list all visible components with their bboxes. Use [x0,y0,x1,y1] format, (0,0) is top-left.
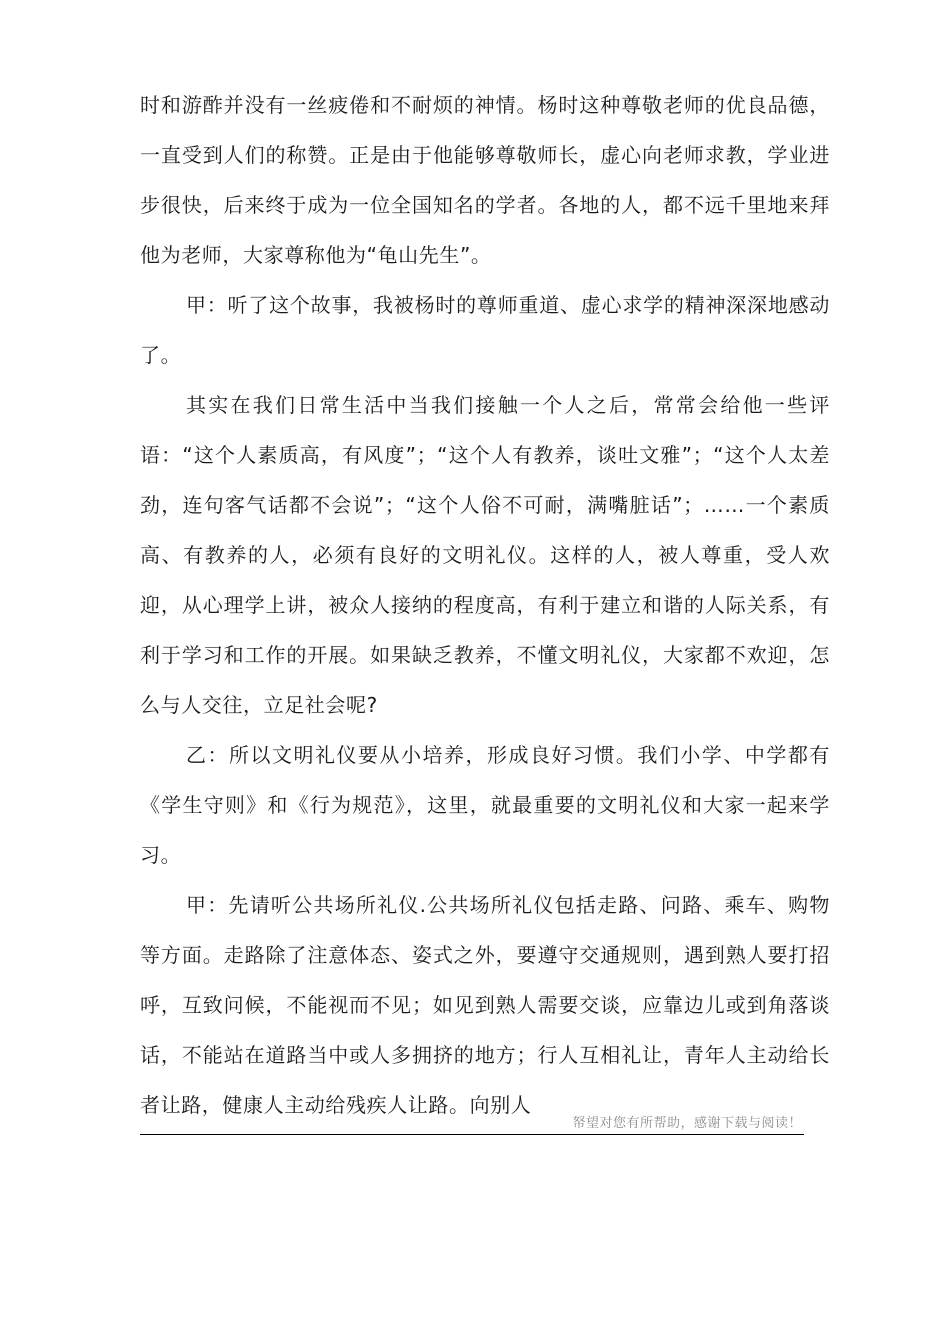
paragraph-continuation: 时和游酢并没有一丝疲倦和不耐烦的神情。杨时这种尊敬老师的优良品德，一直受到人们的称赞。正是由于他能够尊敬师长，虚心向老师求教，学业进步很快，后来终于成为一位全国知名的学者。各地的人，都不远千里地来拜他为老师，大家尊称他为“龟山先生”。 [140,93,830,267]
paragraph-yi-response: 乙：所以文明礼仪要从小培养，形成良好习惯。我们小学、中学都有《学生守则》和《行为规范》，这里，就最重要的文明礼仪和大家一起来学习。 [140,743,830,867]
paragraph-etiquette-intro: 其实在我们日常生活中当我们接触一个人之后，常常会给他一些评语：“这个人素质高，有风度”；“这个人有教养，谈吐文雅”；“这个人太差劲，连句客气话都不会说”；“这个人俗不可耐，满嘴脏话”；……一个素质高、有教养的人，必须有良好的文明礼仪。这样的人，被人尊重，受人欢迎，从心理学上讲，被众人接纳的程度高，有利于建立和谐的人际关系，有利于学习和工作的开展。如果缺乏教养，不懂文明礼仪，大家都不欢迎，怎么与人交往，立足社会呢? [140,393,830,717]
paragraph-public-etiquette: 甲：先请听公共场所礼仪.公共场所礼仪包括走路、问路、乘车、购物等方面。走路除了注意体态、姿式之外，要遵守交通规则，遇到熟人要打招呼，互致问候，不能视而不见；如见到熟人需要交谈，应靠边儿或到角落谈话，不能站在道路当中或人多拥挤的地方；行人互相礼让，青年人主动给长者让路，健康人主动给残疾人让路。向别人 [140,893,830,1117]
paragraph-jia-response: 甲：听了这个故事，我被杨时的尊师重道、虚心求学的精神深深地感动了。 [140,293,830,367]
document-body [140,80,830,1130]
footer-note: 帑望对您有所帮助，感谢下载与阅读！ [572,1116,802,1131]
footer-divider [140,1134,804,1135]
